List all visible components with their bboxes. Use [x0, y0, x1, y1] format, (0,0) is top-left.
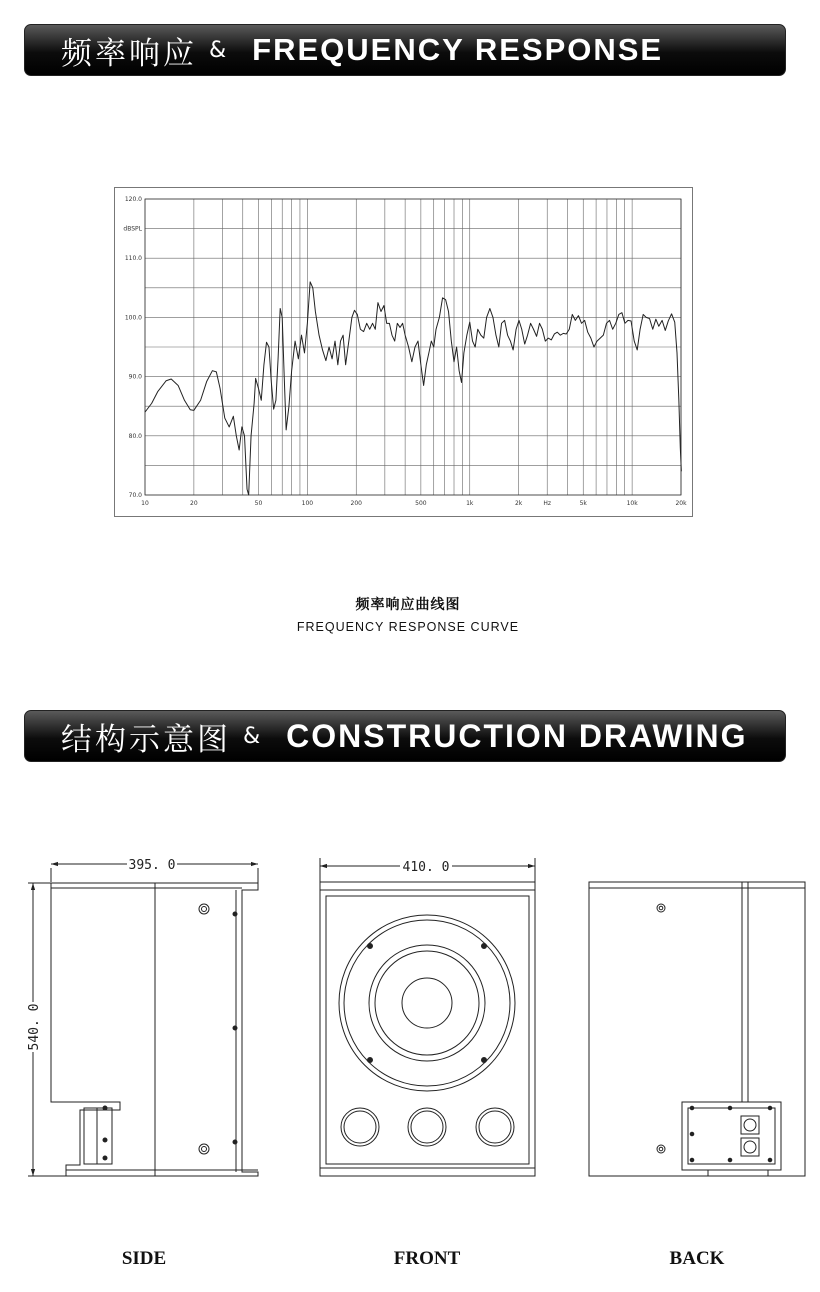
- y-tick-label: 110.0: [124, 255, 142, 263]
- x-axis-label: Hz: [543, 500, 552, 507]
- frequency-response-chart: [114, 187, 693, 517]
- height-dimension: 540. 0: [27, 1003, 42, 1051]
- construction-drawing-banner: [24, 710, 786, 762]
- y-tick-label: 70.0: [128, 492, 142, 499]
- x-tick-label: 10k: [626, 500, 638, 507]
- side-view-drawing: [28, 864, 258, 1176]
- banner-ampersand: &: [243, 723, 261, 749]
- x-tick-label: 100: [301, 500, 314, 507]
- x-tick-label: 20: [190, 500, 198, 507]
- y-tick-label: 120.0: [124, 196, 142, 203]
- back-view-drawing: [589, 882, 805, 1176]
- chart-plot: [115, 188, 692, 516]
- front-width-dimension: 410. 0: [402, 860, 450, 875]
- x-tick-label: 500: [415, 500, 427, 507]
- frequency-response-banner: [24, 24, 786, 76]
- x-tick-label: 50: [254, 500, 263, 507]
- x-tick-label: 10: [141, 500, 149, 507]
- x-tick-label: 20k: [675, 500, 687, 507]
- front-view-drawing: [320, 858, 535, 1176]
- banner-title-zh: 频率响应: [61, 35, 197, 72]
- x-tick-label: 1k: [466, 500, 474, 507]
- y-tick-label: 90.0: [128, 373, 142, 381]
- y-axis-label: dBSPL: [123, 225, 142, 233]
- x-tick-label: 5k: [579, 500, 587, 507]
- x-tick-label: 2k: [514, 500, 523, 507]
- chart-caption-en: FREQUENCY RESPONSE CURVE: [296, 620, 520, 634]
- y-tick-label: 100.0: [124, 314, 142, 322]
- back-view-label: BACK: [669, 1248, 725, 1269]
- y-tick-label: 80.0: [128, 432, 142, 440]
- banner-title-zh: 结构示意图: [61, 721, 231, 758]
- construction-drawings: [0, 840, 820, 1200]
- banner-title-en: CONSTRUCTION DRAWING: [286, 717, 748, 754]
- front-view-label: FRONT: [393, 1248, 461, 1269]
- banner-ampersand: &: [209, 37, 227, 63]
- side-view-label: SIDE: [121, 1248, 167, 1269]
- response-curve: [145, 282, 681, 495]
- x-tick-label: 200: [350, 500, 362, 507]
- side-width-dimension: 395. 0: [128, 858, 176, 873]
- chart-caption-zh: 频率响应曲线图: [355, 597, 461, 613]
- banner-title-en: FREQUENCY RESPONSE: [252, 32, 664, 67]
